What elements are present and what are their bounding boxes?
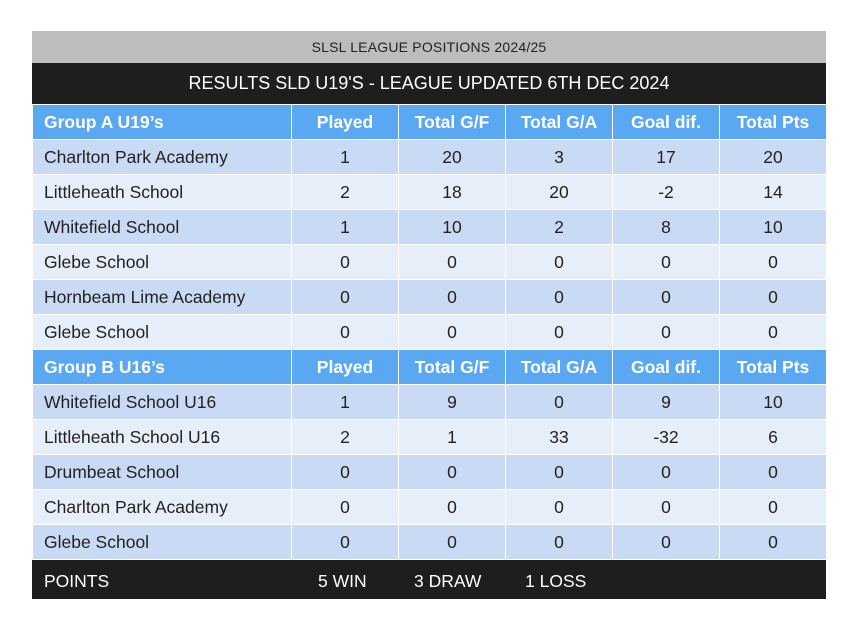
played-cell: 0 — [292, 315, 399, 350]
points-draw: 3 DRAW — [414, 571, 482, 591]
goals-against-cell: 20 — [506, 175, 613, 210]
goal-difference-cell: -32 — [613, 420, 720, 455]
column-header-played: Played — [292, 105, 399, 140]
total-points-cell: 0 — [720, 315, 827, 350]
goals-against-cell: 0 — [506, 315, 613, 350]
total-points-cell: 6 — [720, 420, 827, 455]
goals-against-cell: 0 — [506, 280, 613, 315]
team-cell: Glebe School — [33, 315, 292, 350]
goal-difference-cell: 0 — [613, 280, 720, 315]
played-cell: 0 — [292, 280, 399, 315]
column-header-goals-against: Total G/A — [506, 105, 613, 140]
goal-difference-cell: 0 — [613, 490, 720, 525]
team-cell: Charlton Park Academy — [33, 140, 292, 175]
played-cell: 0 — [292, 490, 399, 525]
played-cell: 1 — [292, 140, 399, 175]
goal-difference-cell: 0 — [613, 245, 720, 280]
goal-difference-cell: -2 — [613, 175, 720, 210]
points-legend — [32, 560, 826, 599]
table-row — [33, 455, 827, 490]
goals-for-cell: 0 — [399, 490, 506, 525]
total-points-cell: 10 — [720, 385, 827, 420]
league-title: RESULTS SLD U19'S - LEAGUE UPDATED 6TH DEC 2024 — [32, 63, 826, 104]
goals-against-cell: 0 — [506, 525, 613, 560]
column-header-goal-difference: Goal dif. — [613, 350, 720, 385]
goal-difference-cell: 8 — [613, 210, 720, 245]
played-cell: 1 — [292, 210, 399, 245]
table-row — [33, 210, 827, 245]
total-points-cell: 10 — [720, 210, 827, 245]
team-cell: Glebe School — [33, 525, 292, 560]
table-row — [33, 245, 827, 280]
column-header-team: Group B U16’s — [33, 350, 292, 385]
total-points-cell: 0 — [720, 490, 827, 525]
goals-for-cell: 10 — [399, 210, 506, 245]
column-header-goals-for: Total G/F — [399, 105, 506, 140]
goal-difference-cell: 9 — [613, 385, 720, 420]
column-header-goals-for: Total G/F — [399, 350, 506, 385]
team-cell: Whitefield School U16 — [33, 385, 292, 420]
group-b-header-row — [33, 350, 827, 385]
total-points-cell: 0 — [720, 455, 827, 490]
table-row — [33, 525, 827, 560]
table-row — [33, 490, 827, 525]
goal-difference-cell: 17 — [613, 140, 720, 175]
table-row — [33, 140, 827, 175]
goal-difference-cell: 0 — [613, 525, 720, 560]
goals-for-cell: 20 — [399, 140, 506, 175]
goal-difference-cell: 0 — [613, 455, 720, 490]
group-a-header-row — [33, 105, 827, 140]
points-label: POINTS — [44, 571, 110, 591]
league-subtitle: SLSL LEAGUE POSITIONS 2024/25 — [32, 31, 826, 63]
played-cell: 2 — [292, 175, 399, 210]
column-header-goals-against: Total G/A — [506, 350, 613, 385]
table-row — [33, 420, 827, 455]
total-points-cell: 0 — [720, 245, 827, 280]
team-cell: Glebe School — [33, 245, 292, 280]
column-header-total-points: Total Pts — [720, 350, 827, 385]
goals-against-cell: 0 — [506, 385, 613, 420]
team-cell: Hornbeam Lime Academy — [33, 280, 292, 315]
goal-difference-cell: 0 — [613, 315, 720, 350]
column-header-goal-difference: Goal dif. — [613, 105, 720, 140]
team-cell: Littleheath School U16 — [33, 420, 292, 455]
goals-against-cell: 0 — [506, 490, 613, 525]
goals-for-cell: 1 — [399, 420, 506, 455]
goals-against-cell: 2 — [506, 210, 613, 245]
team-cell: Littleheath School — [33, 175, 292, 210]
league-table-card — [32, 31, 826, 599]
points-win: 5 WIN — [318, 571, 367, 591]
goals-against-cell: 0 — [506, 245, 613, 280]
played-cell: 0 — [292, 455, 399, 490]
goals-against-cell: 33 — [506, 420, 613, 455]
table-row — [33, 175, 827, 210]
total-points-cell: 0 — [720, 525, 827, 560]
goals-for-cell: 9 — [399, 385, 506, 420]
column-header-team: Group A U19’s — [33, 105, 292, 140]
goals-for-cell: 0 — [399, 525, 506, 560]
goals-against-cell: 3 — [506, 140, 613, 175]
standings-table — [32, 104, 827, 560]
total-points-cell: 14 — [720, 175, 827, 210]
played-cell: 2 — [292, 420, 399, 455]
table-row — [33, 315, 827, 350]
goals-for-cell: 0 — [399, 245, 506, 280]
points-loss: 1 LOSS — [525, 571, 587, 591]
team-cell: Whitefield School — [33, 210, 292, 245]
goals-for-cell: 0 — [399, 455, 506, 490]
played-cell: 0 — [292, 525, 399, 560]
played-cell: 0 — [292, 245, 399, 280]
total-points-cell: 20 — [720, 140, 827, 175]
goals-against-cell: 0 — [506, 455, 613, 490]
played-cell: 1 — [292, 385, 399, 420]
team-cell: Drumbeat School — [33, 455, 292, 490]
total-points-cell: 0 — [720, 280, 827, 315]
goals-for-cell: 0 — [399, 315, 506, 350]
goals-for-cell: 18 — [399, 175, 506, 210]
table-row — [33, 280, 827, 315]
table-row — [33, 385, 827, 420]
goals-for-cell: 0 — [399, 280, 506, 315]
team-cell: Charlton Park Academy — [33, 490, 292, 525]
column-header-total-points: Total Pts — [720, 105, 827, 140]
column-header-played: Played — [292, 350, 399, 385]
